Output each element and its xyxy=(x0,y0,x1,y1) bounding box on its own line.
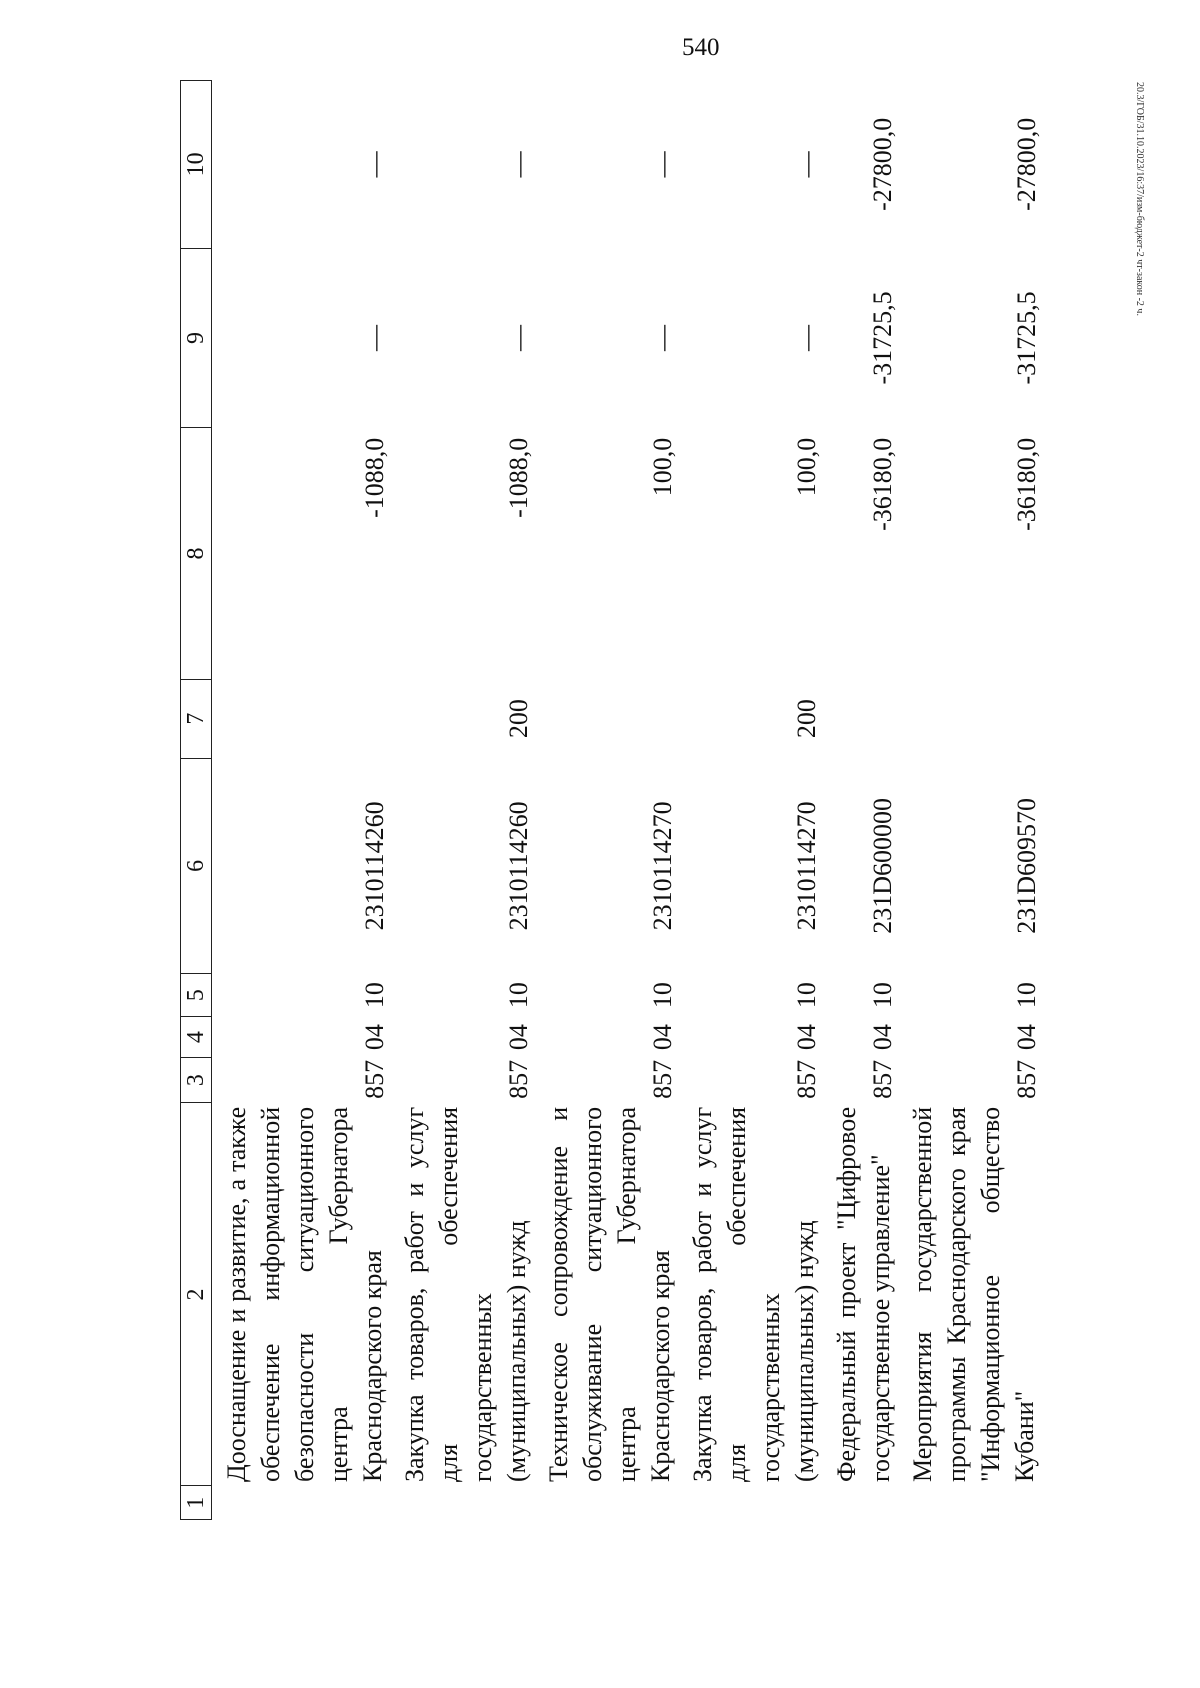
cell-c10: -27800,0 xyxy=(1012,117,1041,211)
header-cell: 5 xyxy=(181,974,212,1017)
cell-c8: -1088,0 xyxy=(504,437,533,518)
cell-c5: 10 xyxy=(792,982,821,1009)
table-row xyxy=(822,81,898,1520)
cell-c8: 100,0 xyxy=(792,437,821,497)
cell-c7: 200 xyxy=(504,699,533,739)
table-row xyxy=(212,81,391,1520)
cell-c10: — xyxy=(504,151,533,178)
cell-c9: -31725,5 xyxy=(1012,291,1041,385)
cell-c3: 857 xyxy=(648,1059,677,1099)
cell-c7 xyxy=(898,679,1042,758)
cell-c10: — xyxy=(648,151,677,178)
cell-c8: -36180,0 xyxy=(1012,437,1041,531)
cell-c4: 04 xyxy=(648,1024,677,1051)
cell-c4: 04 xyxy=(1012,1024,1041,1051)
cell-c3: 857 xyxy=(1012,1059,1041,1099)
cell-c8: 100,0 xyxy=(648,437,677,497)
header-cell: 1 xyxy=(181,1486,212,1520)
header-cell: 3 xyxy=(181,1057,212,1102)
page-number: 540 xyxy=(682,34,720,61)
cell-c9: — xyxy=(504,324,533,351)
cell-c8: -36180,0 xyxy=(868,437,897,531)
header-cell: 7 xyxy=(181,679,212,758)
cell-c5: 10 xyxy=(1012,982,1041,1009)
cell-c6: 2310114260 xyxy=(504,801,533,931)
cell-c3: 857 xyxy=(360,1059,389,1099)
header-cell: 10 xyxy=(181,81,212,249)
cell-c6: 2310114270 xyxy=(792,801,821,931)
header-cell: 6 xyxy=(181,758,212,973)
cell-c5: 10 xyxy=(868,982,897,1009)
cell-c10: -27800,0 xyxy=(868,117,897,211)
cell-c9: — xyxy=(648,324,677,351)
rotated-table-container xyxy=(180,80,1040,1520)
header-cell: 4 xyxy=(181,1017,212,1058)
cell-c5: 10 xyxy=(648,982,677,1009)
header-cell: 8 xyxy=(181,428,212,679)
cell-c3: 857 xyxy=(792,1059,821,1099)
table-row xyxy=(678,81,822,1520)
cell-c7: 200 xyxy=(792,699,821,739)
cell-c4: 04 xyxy=(868,1024,897,1051)
cell-c7 xyxy=(822,679,898,758)
budget-table xyxy=(180,80,1042,1520)
cell-c6: 2310114270 xyxy=(648,801,677,931)
row-name: Федеральный проект "Цифровое государственное управление" xyxy=(832,1106,895,1482)
row-name: Дооснащение и развитие, а также обеспечение информационной безопасности ситуационного центра Губернатора Краснодарского края xyxy=(222,1106,387,1482)
cell-c6: 231D609570 xyxy=(1012,797,1041,934)
table-row xyxy=(534,81,678,1520)
cell-c7 xyxy=(534,679,678,758)
cell-c3: 857 xyxy=(504,1059,533,1099)
cell-c5: 10 xyxy=(360,982,389,1009)
cell-c3: 857 xyxy=(868,1059,897,1099)
cell-c8: -1088,0 xyxy=(360,437,389,518)
cell-c9: — xyxy=(792,324,821,351)
cell-c4: 04 xyxy=(504,1024,533,1051)
row-name: Мероприятия государственной программы Краснодарского края "Информационное общество Кубани" xyxy=(908,1106,1039,1482)
table-row xyxy=(898,81,1042,1520)
row-name: Техническое сопровождение и обслуживание ситуационного центра Губернатора Краснодарского края xyxy=(544,1106,675,1482)
cell-c4: 04 xyxy=(360,1024,389,1051)
cell-c10: — xyxy=(360,151,389,178)
cell-c6: 231D600000 xyxy=(868,797,897,934)
cell-c4: 04 xyxy=(792,1024,821,1051)
cell-c10: — xyxy=(792,151,821,178)
cell-c7 xyxy=(212,679,391,758)
header-cell: 2 xyxy=(181,1103,212,1486)
cell-c6: 2310114260 xyxy=(360,801,389,931)
header-cell: 9 xyxy=(181,248,212,428)
footer-code: 20.3/ГОБ/31.10.2023/16:37/изм-бюджет-2 чт-закон -2 ч. xyxy=(1134,82,1145,316)
table-row xyxy=(390,81,534,1520)
header-row xyxy=(181,81,212,1520)
cell-c5: 10 xyxy=(504,982,533,1009)
cell-c9: -31725,5 xyxy=(868,291,897,385)
row-name: Закупка товаров, работ и услуг для обеспечения государственных (муниципальных) нужд xyxy=(400,1106,531,1482)
row-name: Закупка товаров, работ и услуг для обеспечения государственных (муниципальных) нужд xyxy=(688,1106,819,1482)
cell-c9: — xyxy=(360,324,389,351)
